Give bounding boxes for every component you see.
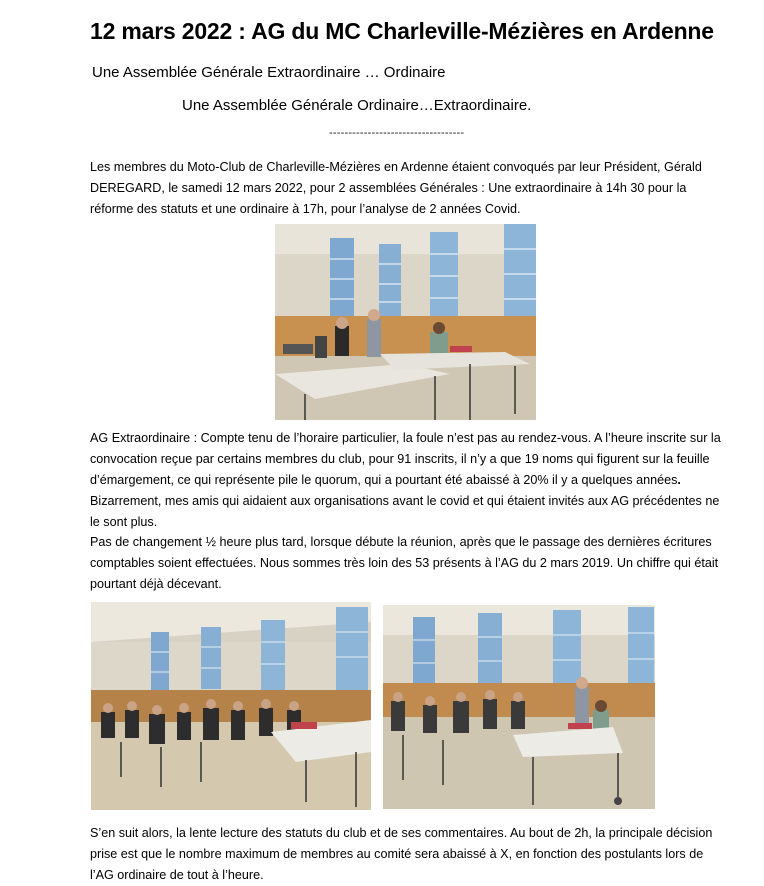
meeting-photo-1 <box>275 224 536 420</box>
ag-extra-text-part1: AG Extraordinaire : Compte tenu de l’horaire particulier, la foule n’est pas au rendez-vous. A l’heure inscrite sur la convocation reçue par certains membres du club, pour 91 inscrits, il n’y a que 19 noms qui figurent sur la feuille d’émargement, ce qui représente pile le quorum, qui a pourtant été abaissé à 20% il y a quelques années <box>90 431 721 487</box>
meeting-photo-3 <box>383 605 655 809</box>
no-change-paragraph: Pas de changement ½ heure plus tard, lorsque débute la réunion, après que le passage des dernières écritures comptables soient effectuées. Nous sommes très loin des 53 présents à l’AG du 2 mars 2019. Un chiffre qui était pourtant déjà décevant. <box>90 535 719 591</box>
meeting-photo-2 <box>91 602 371 810</box>
intro-paragraph: Les membres du Moto-Club de Charleville-Mézières en Ardenne étaient convoqués par leur Président, Gérald DEREGARD, le samedi 12 mars 2022, pour 2 assemblées Générales : Une extraordinaire à 14h 30 pour la réforme des statuts et une ordinaire à 17h, pour l’analyse de 2 années Covid. <box>90 160 702 216</box>
subtitle-extraordinaire-ordinaire: Une Assemblée Générale Extraordinaire … Ordinaire <box>92 64 446 81</box>
section-divider: ----------------------------------- <box>329 127 465 139</box>
ag-extra-bold-dot: . <box>677 473 681 487</box>
conclusion-paragraph: S’en suit alors, la lente lecture des statuts du club et de ses commentaires. Au bout de 2h, la principale décision prise est que le nombre maximum de membres au comité sera abaissé à X, en fonction des postulants lors de l’AG ordinaire de tout à l’heure. <box>90 826 713 882</box>
ag-extra-text-part2: Bizarrement, mes amis qui aidaient aux organisations avant le covid et qui étaient invités aux AG précédentes ne le sont plus. <box>90 494 720 529</box>
ag-extraordinaire-paragraph <box>90 428 730 533</box>
page-title: 12 mars 2022 : AG du MC Charleville-Mézières en Ardenne <box>90 18 714 44</box>
subtitle-ordinaire-extraordinaire: Une Assemblée Générale Ordinaire…Extraordinaire. <box>182 97 532 114</box>
